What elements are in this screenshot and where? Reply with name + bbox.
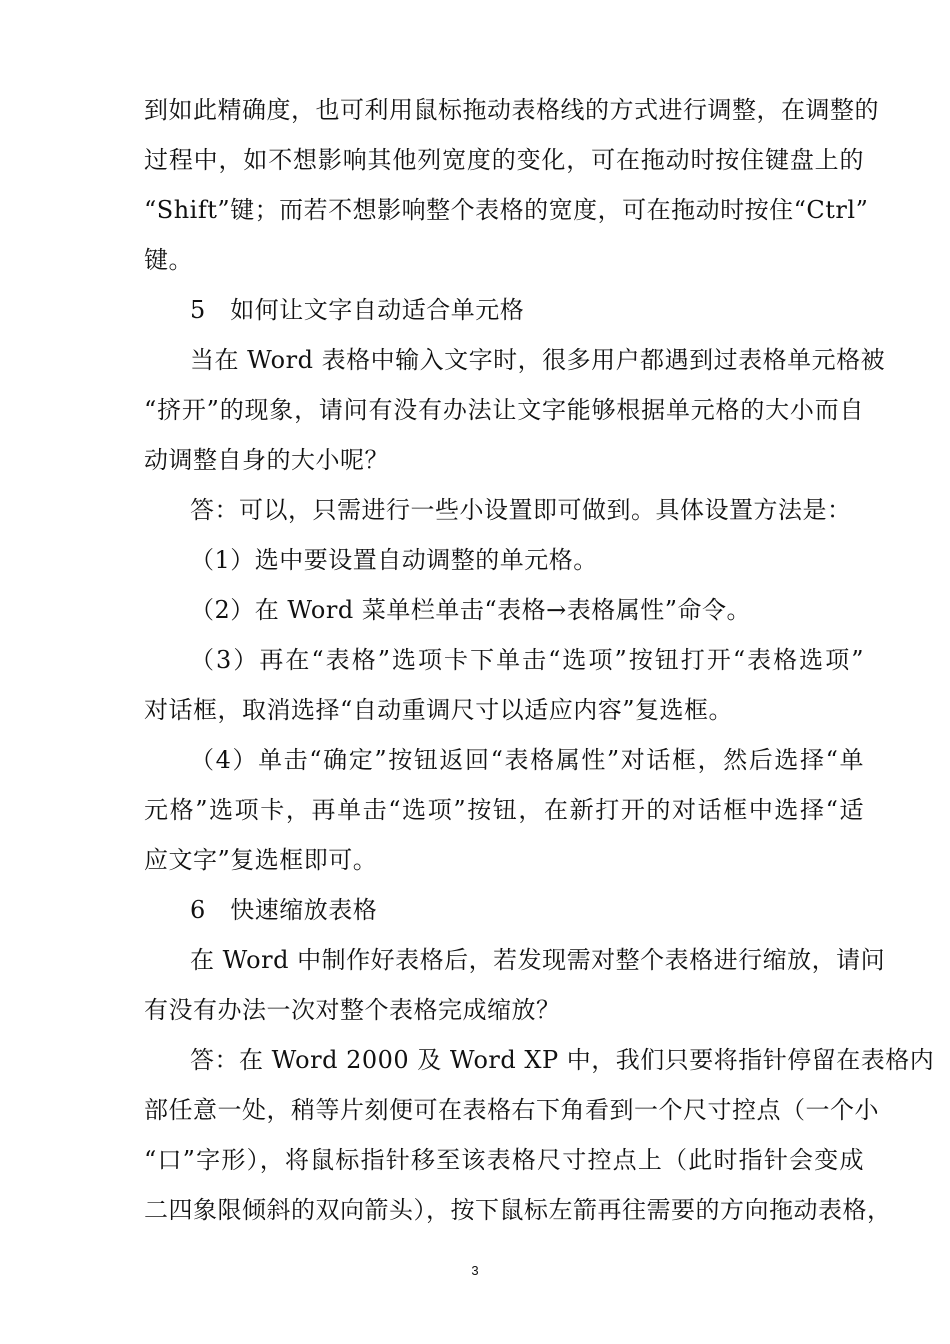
section-heading: 5 如何让文字自动适合单元格	[190, 296, 525, 324]
page-number: 3	[471, 1263, 479, 1278]
paragraph-line: 动调整自身的大小呢？	[144, 446, 389, 474]
list-item: （2）在 Word 菜单栏单击“表格→表格属性”命令。	[190, 596, 751, 624]
paragraph-line: 键。	[144, 246, 193, 274]
paragraph-line: 到如此精确度，也可利用鼠标拖动表格线的方式进行调整，在调整的	[144, 96, 879, 124]
section-heading: 6 快速缩放表格	[190, 896, 378, 924]
paragraph-line: 元格”选项卡，再单击“选项”按钮，在新打开的对话框中选择“适	[144, 796, 864, 824]
paragraph-line: 在 Word 中制作好表格后，若发现需对整个表格进行缩放，请问	[190, 946, 886, 974]
paragraph-line: 应文字”复选框即可。	[144, 846, 378, 874]
paragraph-line: 有没有办法一次对整个表格完成缩放？	[144, 996, 561, 1024]
paragraph-line: 部任意一处，稍等片刻便可在表格右下角看到一个尺寸控点（一个小	[144, 1096, 879, 1124]
paragraph-line: “Shift”键；而若不想影响整个表格的宽度，可在拖动时按住“Ctrl”	[144, 196, 869, 224]
paragraph-line: 答：在 Word 2000 及 Word XP 中，我们只要将指针停留在表格内	[190, 1046, 935, 1074]
list-item: （1）选中要设置自动调整的单元格。	[190, 546, 598, 574]
paragraph-line: 答：可以，只需进行一些小设置即可做到。具体设置方法是：	[190, 496, 852, 524]
list-item: （4）单击“确定”按钮返回“表格属性”对话框，然后选择“单	[190, 746, 864, 774]
paragraph-line: 过程中，如不想影响其他列宽度的变化，可在拖动时按住键盘上的	[144, 146, 864, 174]
paragraph-line: 对话框，取消选择“自动重调尺寸以适应内容”复选框。	[144, 696, 734, 724]
paragraph-line: “挤开”的现象，请问有没有办法让文字能够根据单元格的大小而自	[144, 396, 864, 424]
paragraph-line: 二四象限倾斜的双向箭头），按下鼠标左箭再往需要的方向拖动表格，	[144, 1196, 892, 1224]
paragraph-line: 当在 Word 表格中输入文字时，很多用户都遇到过表格单元格被	[190, 346, 886, 374]
list-item: （3）再在“表格”选项卡下单击“选项”按钮打开“表格选项”	[190, 646, 864, 674]
paragraph-line: “口”字形），将鼠标指针移至该表格尺寸控点上（此时指针会变成	[144, 1146, 864, 1174]
